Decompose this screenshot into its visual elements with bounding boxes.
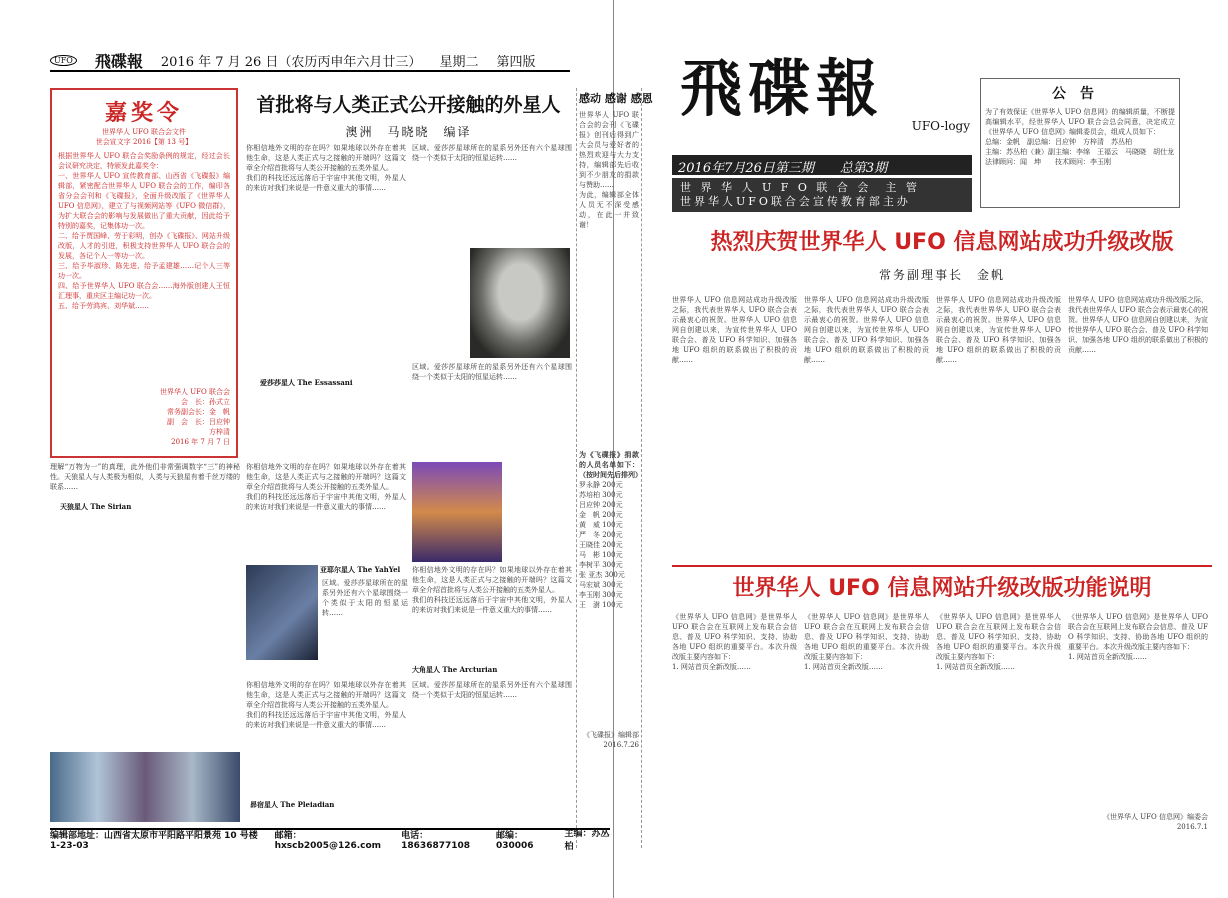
article-column-1: 你相信地外文明的存在吗？如果地球以外存在着其他生命，这是人类正式与之接触的开端吗？这篇文章全介绍首批将与人类公开接触的五类外星人。 我们的科技还远远落后于宇宙中其他文明，外星人的来访对我们来说是一件意义重大的事情…… [246, 144, 406, 192]
weekday: 星期二 [439, 54, 479, 70]
article-title: 首批将与人类正式公开接触的外星人 [256, 94, 561, 116]
donor-title: 为《飞碟报》捐款的人员名单如下：（按时间先后排列） [579, 450, 642, 479]
banner-line-2: 世界华人UFO联合会宣传教育部主办 [680, 195, 911, 208]
footer-address: 编辑部地址：山西省太原市平阳路平阳景苑 10 号楼 1-23-03 [50, 830, 258, 851]
sidebar-body: 世界华人 UFO 联合会的会刊《飞碟报》创刊后得到广大会员与爱好者的热烈欢迎与大力支持，编辑部先后收到不少朋友的捐款与赞助…… 为此，编辑部全体人员无不深受感动，在此一并致谢！ [579, 111, 639, 229]
alien-city-image [412, 462, 502, 562]
masthead-logo: 飛碟報 [680, 52, 885, 125]
headline-1-col-3: 世界华人 UFO 信息网站成功升级改版之际，我代表世界华人 UFO 联合会表示最衷心的祝贺。世界华人 UFO 信息网自创建以来，为宣传世界华人 UFO 联合会、普及 UFO 科学知识、加强各地 UFO 组织的联系做出了积极的贡献…… [936, 296, 1064, 364]
article-bottom-text: 理解“万物为一”的真理，此外他们非常强调数字“三”的神秘性。天狼星人与人类极为相似，人类与天狼星有着千丝万缕的联系…… [50, 463, 240, 491]
article-column-2: 区域。爱莎莎星球所在的星系另外还有六个星球围绕一个类似于太阳的恒星运转…… [412, 144, 572, 162]
ufo-logo-icon: UFO [50, 55, 77, 66]
issue-date: 2016 年 7 月 26 日（农历丙申年六月廿三） [160, 54, 422, 70]
paper-name: 飛碟報 [94, 51, 143, 71]
masthead [680, 52, 970, 155]
right-page [614, 0, 1228, 898]
notice-title: 公告 [1052, 86, 1108, 102]
award-doc-no: 世会宣文字 2016【第 13 号】 [95, 138, 193, 146]
headline-1-col-4: 世界华人 UFO 信息网站成功升级改版之际，我代表世界华人 UFO 联合会表示最衷心的祝贺。世界华人 UFO 信息网自创建以来，为宣传世界华人 UFO 联合会、普及 UFO 科学知识、加强各地 UFO 组织的联系做出了积极的贡献…… [1068, 296, 1208, 354]
headline-1-title: 热烈庆贺世界华人 UFO 信息网站成功升级改版 [710, 230, 1174, 255]
alien-fantasy-image [246, 565, 318, 660]
footer-editor: 主编：苏丛柏 [564, 829, 610, 852]
award-body: 根据世界华人 UFO 联合会奖励条例的规定，经过会长会议研究决定，特颁发此嘉奖令： 一、世界华人 UFO 宣传教育部、山西省《飞碟报》编辑部，紧密配合世界华人 UFO 联合会的工作，编印各省分会会刊和《飞碟报》，全面升级改版了《世界华人 UFO 信息网》，建立了与视频网站等《UFO 微信群》，为扩大联合会的影响与发展做出了重大贡献，因此给予特别的嘉奖，记集体功一次。 二、给予贾国峰、劳于彩明，创办《飞碟报》、网站升级改版，人才的引进，积极支持世界华人 UFO 联合会的发展，各记个人一等功一次。 三、给予毕淑珍、陈先进、给予孟建雄……记个人三等功一次。 四、给予世界华人 UFO 联合会……海外版创建人王恒汇理事，重庆区主编记功一次。 五、给予劳鸿宾、刘华斌…… [58, 152, 230, 310]
article-column-8: 你相信地外文明的存在吗？如果地球以外存在着其他生命，这是人类正式与之接触的开端吗？这篇文章全介绍首批将与人类公开接触的五类外星人。 我们的科技还远远落后于宇宙中其他文明，外星人的来访对我们来说是一件意义重大的事情…… [246, 681, 406, 729]
subhead-sirian: 天狼星人 The Sirian [60, 502, 132, 511]
headline-2-sign: 《世界华人 UFO 信息网》编委会 2016.7.1 [1103, 813, 1208, 831]
subhead-yahyel: 亚耶尔星人 The YahYel [320, 565, 401, 574]
award-issuer: 世界华人 UFO 联合会文件 [102, 128, 186, 136]
footer-postcode: 邮编：030006 [496, 830, 534, 851]
donor-list: 罗永静 200元 苏培柏 300元 吕应钟 200元 金 帆 200元 黄 威 100元 严 冬 200元 王晓佳 200元 马 彬 100元 李树平 300元 张 亚杰 300元 马宏斌 300元 李玉刚 300元 王 澍 100元 [579, 481, 625, 609]
subhead-arcturian: 大角星人 The Arcturian [412, 665, 498, 674]
headline-2-col-1: 《世界华人 UFO 信息网》是世界华人 UFO 联合会在互联网上发布联合会信息、普及 UFO 科学知识、支持、协助各地 UFO 组织的重要平台。本次升级改版主要内容如下： 1. 网站首页全新改版…… [672, 613, 797, 671]
masthead-dateline: 2016年7月26日第三期 总第3期 [672, 155, 972, 175]
article-column-5: 区域。爱莎莎星球所在的星系另外还有六个星球围绕一个类似于太阳的恒星运转…… [322, 579, 408, 617]
masthead-banner [672, 178, 972, 212]
masthead-sub: UFO-logy [911, 119, 970, 133]
page-header [50, 50, 570, 72]
headline-1-col-2: 世界华人 UFO 信息网站成功升级改版之际，我代表世界华人 UFO 联合会表示最衷心的祝贺。世界华人 UFO 信息网自创建以来，为宣传世界华人 UFO 联合会、普及 UFO 科学知识、加强各地 UFO 组织的联系做出了积极的贡献…… [804, 296, 932, 364]
sidebar-title: 感动 感谢 感恩 [579, 92, 653, 105]
headline-2-title: 世界华人 UFO 信息网站升级改版功能说明 [672, 565, 1212, 601]
headline-1-byline: 常务副理事长 金帆 [878, 268, 1005, 282]
award-signature: 世界华人 UFO 联合会 会 长：孙式立 常务副会长：金 帆 副 会 长：吕应钟 方梓清 2016 年 7 月 7 日 [160, 388, 230, 446]
aliens-group-image [50, 752, 240, 822]
article-title-block [246, 90, 571, 140]
footer-phone: 电话：18636877108 [401, 830, 471, 851]
article-column-7: 区域。爱莎莎星球所在的星系另外还有六个星球围绕一个类似于太阳的恒星运转…… [412, 681, 572, 699]
article-column-3: 区域。爱莎莎星球所在的星系另外还有六个星球围绕一个类似于太阳的恒星运转…… [412, 363, 572, 381]
edition: 第四版 [496, 54, 536, 70]
headline-1-col-1: 世界华人 UFO 信息网站成功升级改版之际，我代表世界华人 UFO 联合会表示最衷心的祝贺。世界华人 UFO 信息网自创建以来，为宣传世界华人 UFO 联合会、普及 UFO 科学知识、加强各地 UFO 组织的联系做出了积极的贡献…… [672, 296, 800, 364]
notice-box [980, 78, 1180, 208]
notice-body: 为了有效保证《世界华人 UFO 信息网》的编辑质量，不断提高编辑水平，经世界华人 UFO 联合会总会同意，决定成立《世界华人 UFO 信息网》编辑委员会，组成人员如下： 总编：金帆 副总编：吕应钟 方梓清 苏丛柏 主编：苏丛柏（兼）副主编：李绵 王福云 马晓晓 胡仕龙 法律顾问：闻 坤 技术顾问：李玉刚 [985, 108, 1175, 166]
headline-2-col-4: 《世界华人 UFO 信息网》是世界华人 UFO 联合会在互联网上发布联合会信息、普及 UFO 科学知识、支持、协助各地 UFO 组织的重要平台。本次升级改版主要内容如下： 1. 网站首页全新改版…… [1068, 613, 1208, 661]
award-title: 嘉奖令 [104, 101, 183, 126]
article-byline: 澳洲 马晓晓 编译 [345, 125, 472, 139]
article-column-4: 你相信地外文明的存在吗？如果地球以外存在着其他生命，这是人类正式与之接触的开端吗？这篇文章全介绍首批将与人类公开接触的五类外星人。 我们的科技还远远落后于宇宙中其他文明，外星人的来访对我们来说是一件意义重大的事情…… [246, 463, 406, 511]
page-footer [50, 828, 610, 852]
subhead-pleiadian: 昴宿星人 The Pleiadian [250, 800, 335, 809]
headline-1-block [672, 225, 1212, 290]
subhead-essassani: 爱莎莎星人 The Essassani [260, 378, 353, 387]
headline-2-col-2: 《世界华人 UFO 信息网》是世界华人 UFO 联合会在互联网上发布联合会信息、普及 UFO 科学知识、支持、协助各地 UFO 组织的重要平台。本次升级改版主要内容如下： 1. 网站首页全新改版…… [804, 613, 929, 671]
alien-portrait-image [470, 248, 570, 358]
banner-line-1: 世 界 华 人 U F O 联 合 会 主 管 [680, 181, 920, 194]
headline-2-col-3: 《世界华人 UFO 信息网》是世界华人 UFO 联合会在互联网上发布联合会信息、普及 UFO 科学知识、支持、协助各地 UFO 组织的重要平台。本次升级改版主要内容如下： 1. 网站首页全新改版…… [936, 613, 1061, 671]
sidebar-sign: 《飞碟报》编辑部 2016.7.26 [583, 731, 639, 749]
article-column-6: 你相信地外文明的存在吗？如果地球以外存在着其他生命，这是人类正式与之接触的开端吗？这篇文章全介绍首批将与人类公开接触的五类外星人。 我们的科技还远远落后于宇宙中其他文明，外星人的来访对我们来说是一件意义重大的事情…… [412, 566, 572, 614]
footer-email: 邮箱：hxscb2005@126.com [274, 830, 382, 851]
award-notice [50, 88, 238, 458]
